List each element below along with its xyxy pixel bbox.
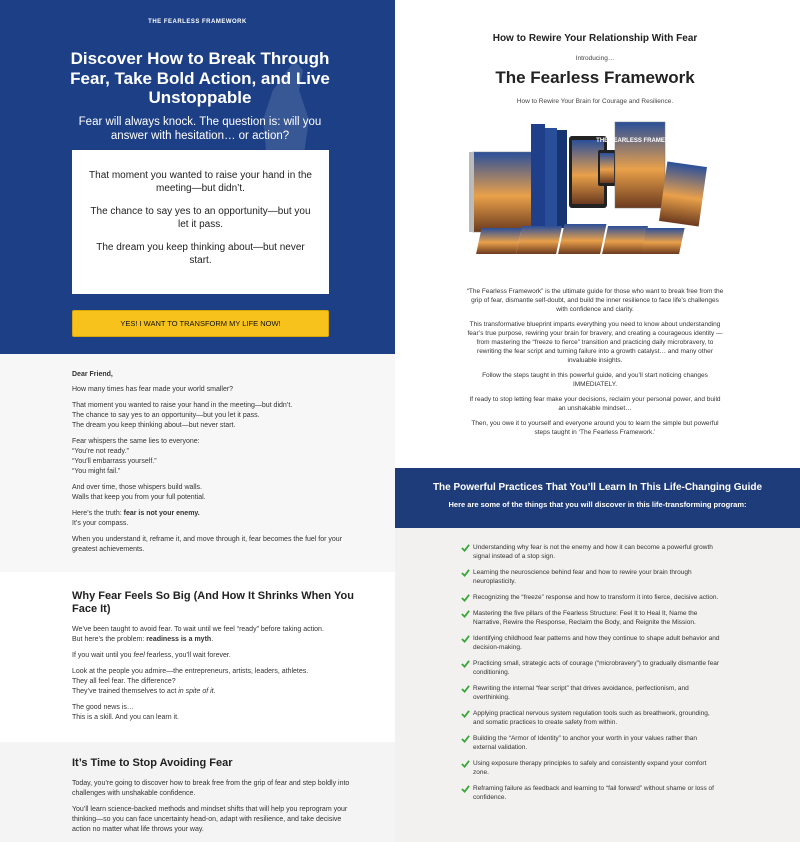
hero-box-line: The dream you keep thinking about—but never start. xyxy=(96,242,305,266)
why-line: This is a skill. And you can learn it. xyxy=(72,714,179,721)
checkmark-icon xyxy=(461,759,470,768)
practice-item xyxy=(461,593,720,602)
product-bundle-image xyxy=(465,118,725,283)
why-paragraph xyxy=(72,667,355,697)
checkmark-icon xyxy=(461,543,470,552)
letter-paragraph xyxy=(72,401,365,431)
stop-title: It’s Time to Stop Avoiding Fear xyxy=(72,757,233,769)
hero-subtitle: Fear will always knock. The question is: will you answer with hesitation… or action? xyxy=(78,116,322,142)
checkmark-icon xyxy=(461,593,470,602)
letter-line: And over time, those whispers build walls. xyxy=(72,484,202,491)
stop-avoiding-section xyxy=(0,742,395,842)
letter-line: The dream you keep thinking about—but never start. xyxy=(72,422,236,429)
checkmark-icon xyxy=(461,609,470,618)
why-title: Why Fear Feels So Big (And How It Shrinks When You Face It) xyxy=(72,590,354,615)
stop-paragraph: Today, you’re going to discover how to break free from the grip of fear and step boldly into challenges with unshakable confidence. xyxy=(72,780,350,797)
letter-line: Walls that keep you from your full potential. xyxy=(72,494,206,501)
product-section xyxy=(395,0,800,468)
why-italic: feel xyxy=(133,652,145,659)
practice-text: Building the “Armor of Identity” to anchor your worth in your values rather than external validation. xyxy=(473,735,697,751)
letter-section xyxy=(0,354,395,572)
practice-item xyxy=(461,568,720,586)
why-fear-section xyxy=(0,572,395,742)
practice-text: Practicing small, strategic acts of courage (“microbravery”) to gradually dismantle fear conditioning. xyxy=(473,660,720,676)
letter-line: The chance to say yes to an opportunity—but you let it pass. xyxy=(72,412,260,419)
why-line: They all feel fear. The difference? xyxy=(72,678,176,685)
description-paragraph: Then, you owe it to yourself and everyone around you to learn the simple but powerful steps taught in ‘The Fearless Framework.’ xyxy=(471,420,719,436)
why-paragraph xyxy=(72,651,355,661)
letter-line: “You’ll embarrass yourself.” xyxy=(72,458,157,465)
letter-greeting: Dear Friend, xyxy=(72,371,113,378)
practices-header xyxy=(395,468,800,528)
product-cover-label: THE FEARLESS FRAMEWORK xyxy=(596,138,684,144)
practices-subtitle: Here are some of the things that you will discover in this life-transforming program: xyxy=(448,500,747,509)
practice-item xyxy=(461,784,720,802)
right-column xyxy=(395,0,800,842)
checkmark-icon xyxy=(461,634,470,643)
checkmark-icon xyxy=(461,684,470,693)
introducing-label: Introducing… xyxy=(575,55,615,62)
practices-list xyxy=(395,528,800,842)
practice-text: Learning the neuroscience behind fear and how to rewire your brain through neuroplasticity. xyxy=(473,569,692,585)
why-italic: in spite of it xyxy=(178,688,214,695)
why-paragraph xyxy=(72,625,355,645)
letter-paragraph xyxy=(72,437,365,477)
hero-section xyxy=(0,0,395,354)
rewire-heading: How to Rewire Your Relationship With Fear xyxy=(492,33,698,44)
checkmark-icon xyxy=(461,734,470,743)
why-line: But here’s the problem: xyxy=(72,636,147,643)
left-column xyxy=(0,0,395,842)
description-paragraph: Follow the steps taught in this powerful guide, and you’ll start noticing changes IMMEDIATELY. xyxy=(482,372,708,388)
practice-item xyxy=(461,684,720,702)
why-line: If you wait until you xyxy=(72,652,134,659)
practice-text: Reframing failure as feedback and learning to “fail forward” without shame or loss of confidence. xyxy=(473,785,714,801)
checkmark-icon xyxy=(461,784,470,793)
why-line: . xyxy=(213,688,216,695)
practice-text: Using exposure therapy principles to safely and consistently expand your comfort zone. xyxy=(473,760,707,776)
hero-box-line: The chance to say yes to an opportunity—but you let it pass. xyxy=(90,206,311,230)
letter-emphasis: fear is not your enemy. xyxy=(123,510,200,517)
practice-item xyxy=(461,609,720,627)
practice-item xyxy=(461,659,720,677)
practice-item xyxy=(461,634,720,652)
why-line: . xyxy=(211,636,214,643)
letter-paragraph: How many times has fear made your world smaller? xyxy=(72,386,234,393)
why-emphasis: readiness is a myth xyxy=(146,636,212,643)
why-line: We’ve been taught to avoid fear. To wait until we feel “ready” before taking action. xyxy=(72,626,324,633)
letter-line: It’s your compass. xyxy=(72,520,129,527)
practice-text: Identifying childhood fear patterns and how they continue to shape adult behavior and decision-making. xyxy=(473,635,720,651)
practice-text: Understanding why fear is not the enemy and how it can become a powerful growth signal instead of a stop sign. xyxy=(473,544,713,560)
product-tagline: How to Rewire Your Brain for Courage and Resilience. xyxy=(516,98,674,105)
description-paragraph: “The Fearless Framework” is the ultimate guide for those who want to break free from the grip of fear, dismantle self-doubt, and build the inner resilience to face life’s challenges with confidence and clarity. xyxy=(466,288,724,313)
why-line: Look at the people you admire—the entrepreneurs, artists, leaders, athletes. xyxy=(72,668,309,675)
practice-text: Rewriting the internal “fear script” that drives avoidance, perfectionism, and overthinking. xyxy=(473,685,689,701)
letter-line: Here’s the truth: xyxy=(72,510,124,517)
practice-item xyxy=(461,734,720,752)
product-title: The Fearless Framework xyxy=(495,68,695,87)
practices-title: The Powerful Practices That You’ll Learn In This Life-Changing Guide xyxy=(432,482,763,493)
hero-quote-box xyxy=(72,150,329,294)
letter-line: Fear whispers the same lies to everyone: xyxy=(72,438,200,445)
checkmark-icon xyxy=(461,709,470,718)
why-paragraph xyxy=(72,703,355,723)
practice-item xyxy=(461,543,720,561)
practice-text: Mastering the five pillars of the Fearless Structure: Feel It to Heal It, Name the Narrative, Rewire the Response, Reclaim the Body, and Reignite the Mission. xyxy=(473,610,698,626)
letter-line: That moment you wanted to raise your hand in the meeting—but didn’t. xyxy=(72,402,293,409)
hero-title: Discover How to Break Through Fear, Take Bold Action, and Live Unstoppable xyxy=(70,49,330,107)
letter-line: “You might fail.” xyxy=(72,468,121,475)
description-paragraph: This transformative blueprint imparts everything you need to know about understanding fear’s true purpose, rewiring your brain for bravery, and creating a courageous identity — from mastering the “freeze to fierce” transition and practicing daily microbravery, to rewriting the fear script and turning failure into a growth catalyst… and many other invaluable insights. xyxy=(467,321,723,364)
letter-line: “You’re not ready.” xyxy=(72,448,129,455)
why-line: The good news is… xyxy=(72,704,134,711)
checkmark-icon xyxy=(461,659,470,668)
practice-text: Applying practical nervous system regulation tools such as breathwork, grounding, and somatic practices to create safety from within. xyxy=(473,710,710,726)
practice-item xyxy=(461,759,720,777)
practice-text: Recognizing the “freeze” response and how to transform it into fierce, decisive action. xyxy=(473,594,719,601)
checkmark-icon xyxy=(461,568,470,577)
stop-paragraph: You’ll learn science-backed methods and mindset shifts that will help you reprogram your thinking—so you can face uncertainty head-on, adapt with resilience, and take decisive action no matter what life throws your way. xyxy=(72,806,348,833)
letter-paragraph xyxy=(72,509,365,529)
product-description xyxy=(465,287,725,443)
description-paragraph: If ready to stop letting fear make your decisions, reclaim your personal power, and build an unshakable mindset… xyxy=(469,396,721,412)
hero-box-line: That moment you wanted to raise your hand in the meeting—but didn’t. xyxy=(89,170,312,194)
why-line: They’ve trained themselves to act xyxy=(72,688,179,695)
letter-paragraph: When you understand it, reframe it, and move through it, fear becomes the fuel for your greatest achievements. xyxy=(72,536,343,553)
transform-cta-button[interactable]: YES! I WANT TO TRANSFORM MY LIFE NOW! xyxy=(72,310,329,337)
letter-paragraph xyxy=(72,483,365,503)
why-line: fearless, you’ll wait forever. xyxy=(144,652,231,659)
brand-name: THE FEARLESS FRAMEWORK xyxy=(148,19,247,25)
practice-item xyxy=(461,709,720,727)
